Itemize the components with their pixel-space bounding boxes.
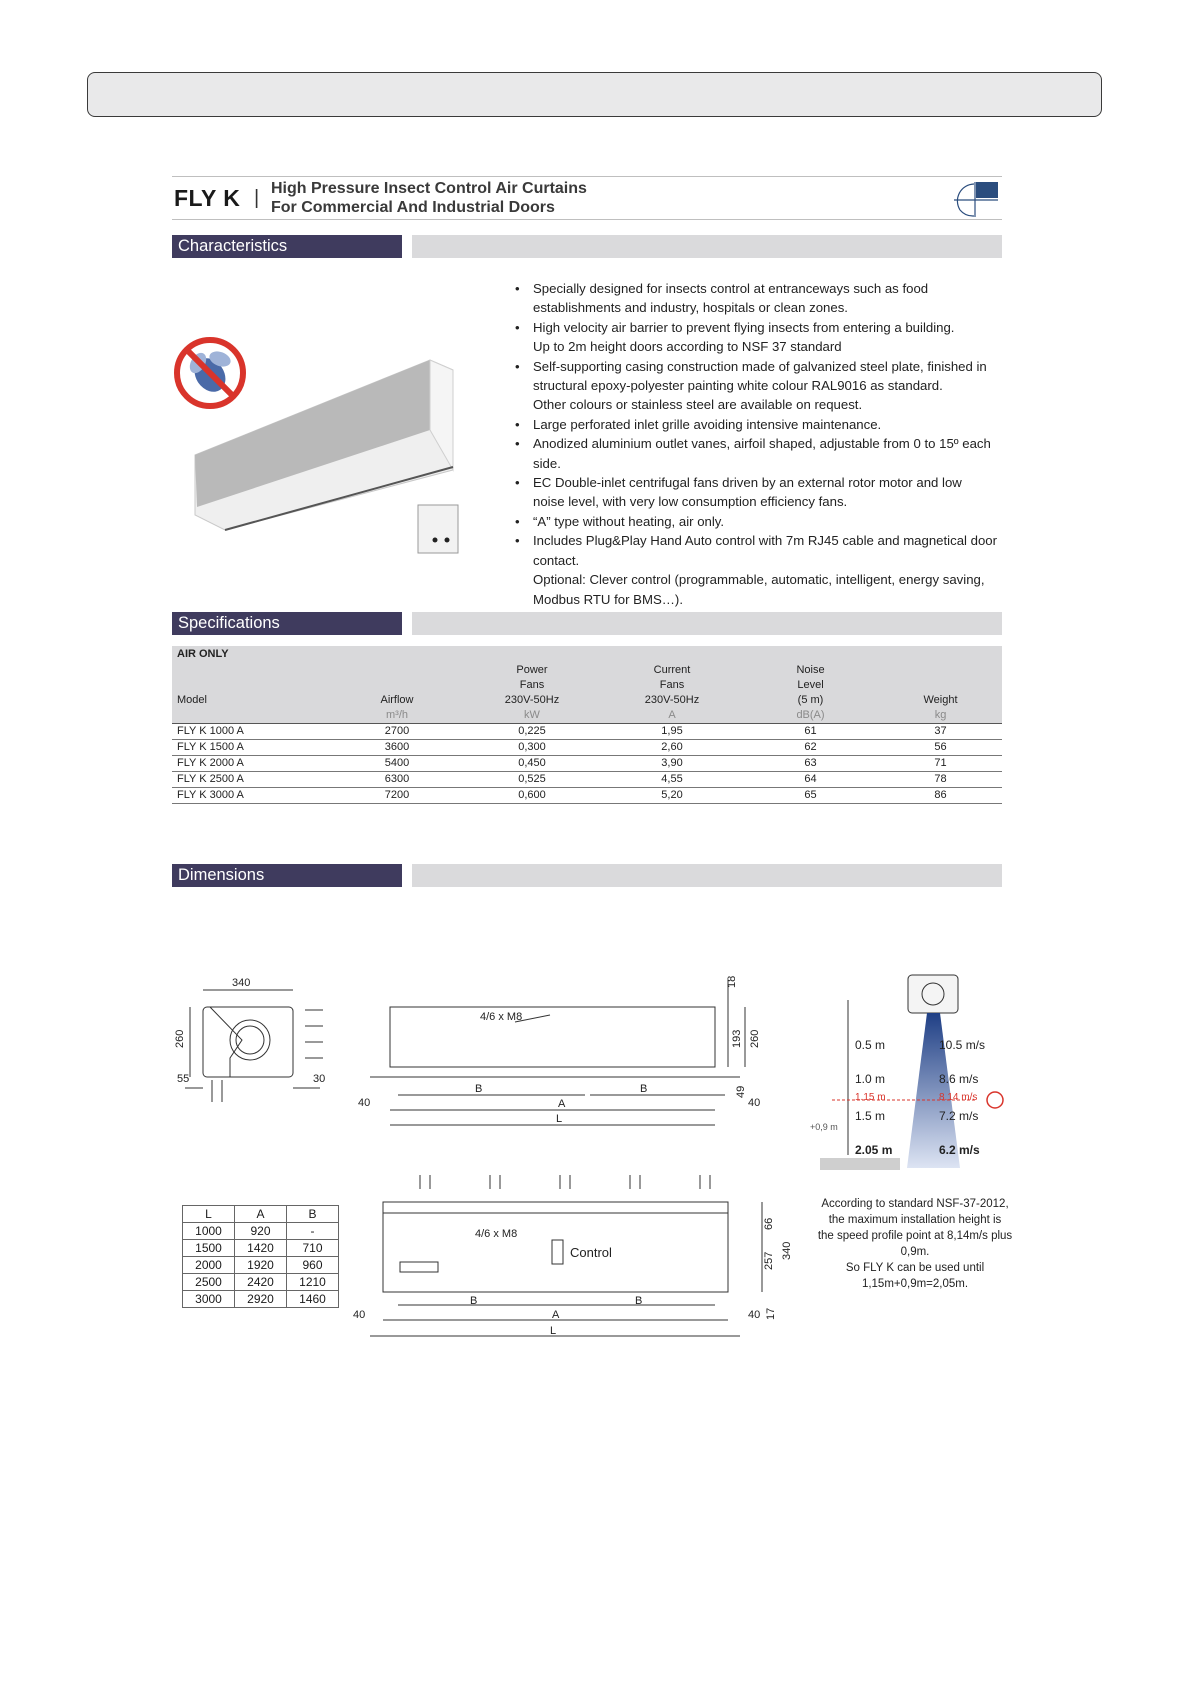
dim-label: A: [558, 1098, 566, 1110]
section-band: [412, 612, 1002, 635]
list-item: • Includes Plug&Play Hand Auto control with 7m RJ45 cable and magnetical door contact. Optional: Clever control (programmable, automatic, intelligent, energy saving, Modbus RTU for BMS…).: [513, 531, 1003, 609]
table-row: FLY K 1500 A 3600 0,300 2,60 62 56: [172, 740, 1002, 756]
standard-note: According to standard NSF-37-2012, the maximum installation height is the speed profile point at 8,14m/s plus 0,9m. So FLY K can be used until 1,15m+0,9m=2,05m.: [817, 1198, 1013, 1290]
dim-label: 40: [358, 1097, 371, 1109]
height-label: 1.15 m: [855, 1092, 886, 1103]
table-row: FLY K 1000 A 2700 0,225 1,95 61 37: [172, 724, 1002, 740]
air-curtain-product-image: [185, 355, 460, 555]
speed-label: 10.5 m/s: [939, 1038, 986, 1052]
section-title: Dimensions: [172, 864, 402, 887]
top-banner: [87, 72, 1102, 117]
table-row: 1000 920 -: [183, 1223, 339, 1240]
list-item: • Self-supporting casing construction made of galvanized steel plate, finished in structural epoxy-polyester painting white colour RAL9016 as standard. Other colours or stainless steel are available on request.: [513, 357, 1003, 415]
dim-label: 340: [232, 977, 251, 989]
section-band: [412, 235, 1002, 258]
height-label: 1.0 m: [855, 1072, 886, 1086]
section-specifications: [172, 612, 1002, 635]
no-insects-icon: [987, 1092, 1003, 1108]
list-item: • Specially designed for insects control at entranceways such as food establishments and industry, hospitals or clean zones.: [513, 279, 1003, 318]
list-item: • Large perforated inlet grille avoiding intensive maintenance.: [513, 415, 1003, 434]
dim-label: B: [640, 1083, 648, 1095]
table-row: 2000 1920 960: [183, 1257, 339, 1274]
speed-label: 6.2 m/s: [939, 1143, 980, 1157]
side-view-drawing: [185, 990, 326, 1102]
subtitle-line-2: For Commercial And Industrial Doors: [271, 199, 555, 216]
dim-label: 340: [781, 1241, 793, 1260]
table-row: 1500 1420 710: [183, 1240, 339, 1257]
dim-label: 30: [313, 1073, 326, 1085]
dimensions-table: [182, 1205, 339, 1308]
list-item: • Anodized aluminium outlet vanes, airfoil shaped, adjustable from 0 to 15º each side.: [513, 434, 1003, 473]
product-name: FLY K: [174, 185, 241, 211]
speed-label: 8.14 m/s: [939, 1092, 978, 1103]
section-band: [412, 864, 1002, 887]
table-title-row: [172, 646, 1002, 663]
dim-label: 4/6 x M8: [475, 1228, 518, 1240]
dim-label: 257: [763, 1251, 775, 1270]
top-view-drawing: [370, 1175, 762, 1336]
dim-label: 40: [748, 1309, 761, 1321]
dim-label: 40: [748, 1097, 761, 1109]
dim-label: 17: [765, 1307, 777, 1320]
height-label: 0.5 m: [855, 1038, 886, 1052]
product-subtitle: [271, 179, 587, 217]
offset-label: +0,9 m: [810, 1122, 838, 1132]
dim-label: 18: [726, 975, 738, 988]
list-item: • High velocity air barrier to prevent flying insects from entering a building. Up to 2m height doors according to NSF 37 standard: [513, 318, 1003, 357]
dim-label: 260: [174, 1029, 186, 1048]
height-label: 1.5 m: [855, 1109, 886, 1123]
dim-label: L: [556, 1113, 563, 1125]
height-label: 2.05 m: [855, 1143, 893, 1157]
table-units-row: m³/h kW A dB(A) kg: [172, 708, 1002, 724]
list-item: • “A” type without heating, air only.: [513, 512, 1003, 531]
dim-label: B: [470, 1295, 478, 1307]
table-row: 3000 2920 1460: [183, 1291, 339, 1308]
dim-label: B: [635, 1295, 643, 1307]
specifications-table: [172, 646, 1002, 804]
speed-label: 7.2 m/s: [939, 1109, 979, 1123]
section-dimensions: [172, 864, 1002, 887]
dim-label: A: [552, 1309, 560, 1321]
table-row: FLY K 3000 A 7200 0,600 5,20 65 86: [172, 788, 1002, 804]
control-panel-image: [418, 505, 458, 553]
table-row: FLY K 2000 A 5400 0,450 3,90 63 71: [172, 756, 1002, 772]
table-head-row: L A B: [183, 1206, 339, 1223]
table-head-row: Fans Fans Level: [172, 678, 1002, 693]
table-title: AIR ONLY: [172, 646, 1002, 663]
table-row: 2500 2420 1210: [183, 1274, 339, 1291]
dim-label: 193: [731, 1029, 743, 1048]
table-row: FLY K 2500 A 6300 0,525 4,55 64 78: [172, 772, 1002, 788]
speed-label: 8.6 m/s: [939, 1072, 979, 1086]
table-head-row: Power Current Noise: [172, 663, 1002, 678]
dim-label: 40: [353, 1309, 366, 1321]
dim-label: 4/6 x M8: [480, 1011, 523, 1023]
dim-label: 260: [749, 1029, 761, 1048]
section-characteristics: [172, 235, 1002, 258]
company-logo-icon: [952, 180, 1000, 218]
dim-label: 49: [735, 1085, 747, 1098]
subtitle-line-1: High Pressure Insect Control Air Curtains: [271, 180, 587, 197]
dim-label: 66: [763, 1217, 775, 1230]
dim-label: 55: [177, 1073, 190, 1085]
dim-label: B: [475, 1083, 483, 1095]
dim-label: L: [550, 1325, 557, 1337]
product-header: [172, 176, 1002, 220]
table-head-row: Model Airflow 230V-50Hz 230V-50Hz (5 m) Weight: [172, 693, 1002, 708]
section-title: Characteristics: [172, 235, 402, 258]
header-separator: |: [254, 187, 260, 209]
list-item: • EC Double-inlet centrifugal fans driven by an external rotor motor and low noise level, with very low consumption efficiency fans.: [513, 473, 1003, 512]
section-title: Specifications: [172, 612, 402, 635]
characteristics-list: [513, 279, 1003, 609]
control-label: Control: [570, 1245, 612, 1260]
